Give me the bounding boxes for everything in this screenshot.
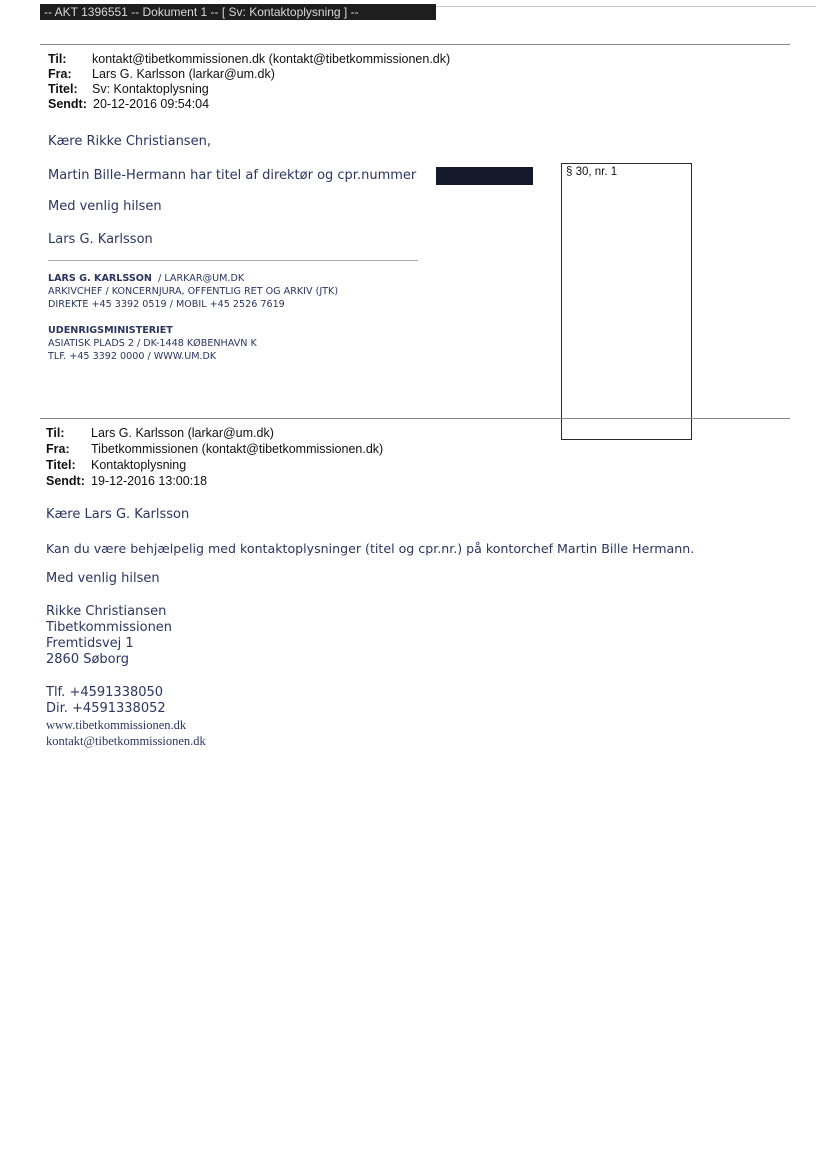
header-label: Titel: <box>46 458 76 472</box>
header-label: Fra: <box>48 67 72 81</box>
header-label: Fra: <box>46 442 70 456</box>
email2-sender-street: Fremtidsvej 1 <box>46 636 134 651</box>
signature-title: ARKIVCHEF / KONCERNJURA, OFFENTLIG RET OG ARKIV (JTK) <box>48 286 339 297</box>
email2-sender-org: Tibetkommissionen <box>46 620 173 635</box>
email1-top-divider <box>40 44 790 45</box>
signature-phones: DIREKTE +45 3392 0519 / MOBIL +45 2526 7619 <box>48 299 285 310</box>
header-label: Sendt: <box>46 474 85 488</box>
signature-contact: TLF. +45 3392 0000 / WWW.UM.DK <box>48 351 217 362</box>
email2-header-subject <box>46 458 186 474</box>
email2-sender-name: Rikke Christiansen <box>46 604 167 619</box>
signature-name: LARS G. KARLSSON <box>48 273 152 284</box>
email1-header-sent <box>48 97 209 113</box>
email1-header-to <box>48 52 450 68</box>
email2-message: Kan du være behjælpelig med kontaktoplysninger (titel og cpr.nr.) på kontorchef Martin Bille Hermann. <box>46 541 695 556</box>
email2-header-sent <box>46 474 207 490</box>
document-header-bar <box>40 4 436 20</box>
header-value: Lars G. Karlsson (larkar@um.dk) <box>92 67 275 81</box>
header-label: Til: <box>46 426 65 440</box>
redaction-note: § 30, nr. 1 <box>566 166 618 178</box>
email2-phone: Tlf. +4591338050 <box>46 685 164 700</box>
email2-closing: Med venlig hilsen <box>46 571 160 586</box>
header-label: Til: <box>48 52 67 66</box>
email1-header-from <box>48 67 275 83</box>
header-label: Titel: <box>48 82 78 96</box>
email2-greeting: Kære Lars G. Karlsson <box>46 507 190 522</box>
header-value: Sv: Kontaktoplysning <box>92 82 209 96</box>
redaction-bar <box>436 167 533 185</box>
header-value: Kontaktoplysning <box>91 458 187 472</box>
redaction-box <box>561 163 692 440</box>
header-value: Tibetkommissionen (kontakt@tibetkommissionen.dk) <box>91 442 384 456</box>
header-value: Lars G. Karlsson (larkar@um.dk) <box>91 426 274 440</box>
header-value: kontakt@tibetkommissionen.dk (kontakt@tibetkommissionen.dk) <box>92 52 451 66</box>
header-value: 19-12-2016 13:00:18 <box>91 474 208 488</box>
email1-greeting: Kære Rikke Christiansen, <box>48 134 211 149</box>
email1-message: Martin Bille-Hermann har titel af direktør og cpr.nummer <box>48 168 417 183</box>
email2-sender-city: 2860 Søborg <box>46 652 129 667</box>
signature-address: ASIATISK PLADS 2 / DK-1448 KØBENHAVN K <box>48 338 257 349</box>
email1-header-subject <box>48 82 209 98</box>
email1-sender: Lars G. Karlsson <box>48 232 153 247</box>
email2-top-divider <box>40 418 790 419</box>
signature-org: UDENRIGSMINISTERIET <box>48 325 173 336</box>
email2-header-to <box>46 426 274 442</box>
signature-divider <box>48 260 418 261</box>
email2-header-from <box>46 442 383 458</box>
header-label: Sendt: <box>48 97 87 111</box>
email1-closing: Med venlig hilsen <box>48 199 162 214</box>
email2-direct: Dir. +4591338052 <box>46 701 166 716</box>
signature-line-1 <box>48 273 244 285</box>
email2-email-link[interactable]: kontakt@tibetkommissionen.dk <box>46 734 206 748</box>
header-value: 20-12-2016 09:54:04 <box>93 97 210 111</box>
email2-web-link[interactable]: www.tibetkommissionen.dk <box>46 718 187 732</box>
document-header-title: -- AKT 1396551 -- Dokument 1 -- [ Sv: Kontaktoplysning ] -- <box>44 5 359 19</box>
signature-email: / LARKAR@UM.DK <box>158 273 245 284</box>
